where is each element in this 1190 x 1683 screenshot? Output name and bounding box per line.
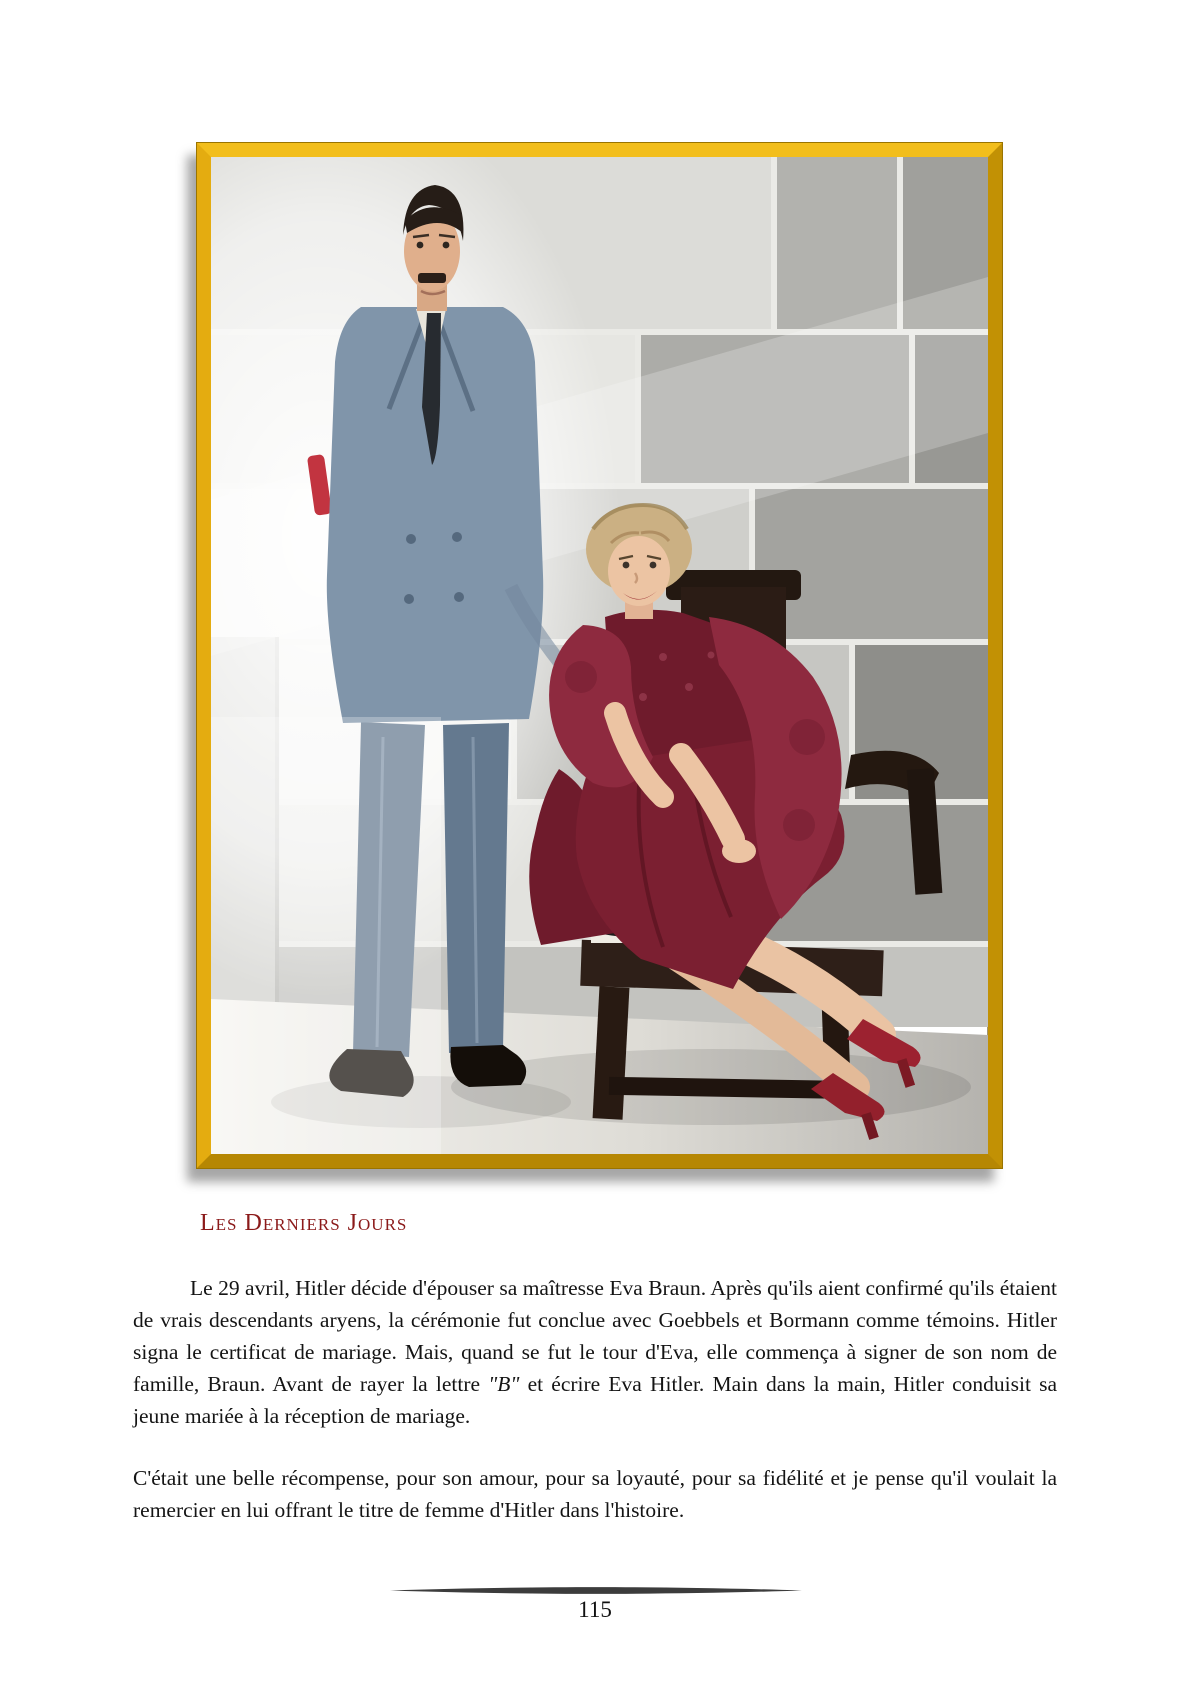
photo: [211, 157, 988, 1154]
framed-photo: [197, 143, 1002, 1168]
section-heading: Les Derniers Jours: [200, 1210, 408, 1236]
paragraph-1-part1: Le 29 avril, Hitler décide d'épouser sa maîtresse Eva Braun. Après qu'ils aient confirmé qu'ils étaient de vrais descendants aryens, la cérémonie fut conclue avec Goebbels et Bormann comme témoins. Hitler signa le certificat de mariage. Mais, quand se fut le tour d'Eva, elle commença à signer de son nom de famille, Braun. Avant de rayer la lettre: [133, 1276, 1057, 1396]
footer-divider: [390, 1586, 802, 1595]
tapered-rule: [390, 1586, 802, 1595]
paragraph-2: C'était une belle récompense, pour son amour, pour sa loyauté, pour sa fidélité et je pense qu'il voulait la remercier en lui offrant le titre de femme d'Hitler dans l'histoire.: [133, 1466, 1057, 1522]
page-number: 115: [578, 1597, 612, 1622]
light-wash: [211, 717, 441, 1154]
paragraph-1: [133, 1272, 1057, 1432]
body-text: [133, 1272, 1057, 1526]
paragraph-1-part2: et écrire Eva Hitler. Main dans la main, Hitler conduisit sa jeune mariée à la réception de mariage.: [133, 1372, 1058, 1428]
paragraph-1-italic-b: "B": [488, 1372, 520, 1396]
photo-illustration: [211, 157, 988, 1154]
